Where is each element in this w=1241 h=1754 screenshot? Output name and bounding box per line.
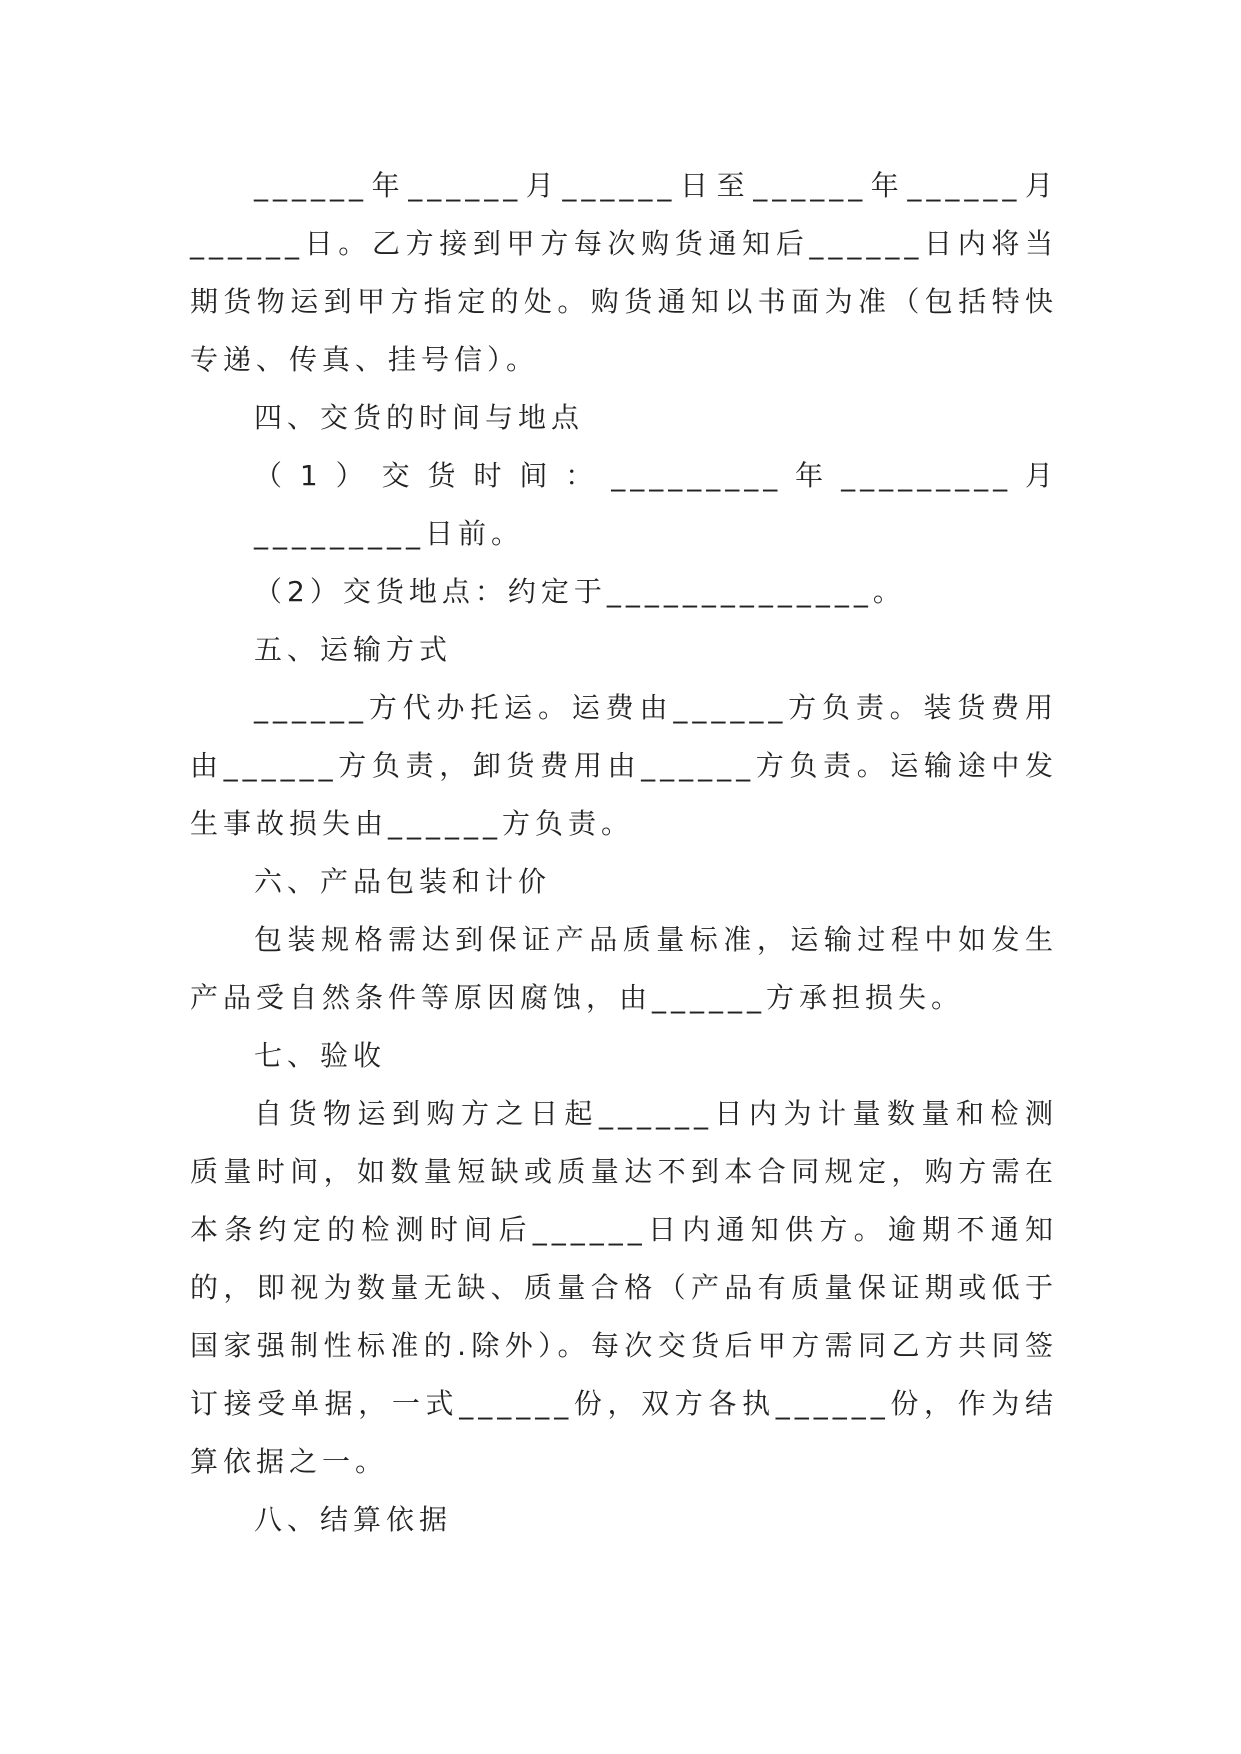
section-heading-transport: 五、运输方式 [254,633,453,666]
acceptance-paragraph: 自货物运到购方之日起______日内为计量数量和检测质量时间，如数量短缺或质量达不到本合同规定，购方需在本条约定的检测时间后______日内通知供方。逾期不通知的，即视为数量无缺、质量合格（产品有质量保证期或低于国家强制性标准的.除外）。每次交货后甲方需同乙方共同签订接受单据，一式______份，双方各执______份，作为结算依据之一。 [190,1097,1058,1478]
section-heading-acceptance: 七、验收 [254,1039,387,1072]
delivery-schedule-paragraph: ______年______月______日至______年______月______日。乙方接到甲方每次购货通知后______日内将当期货物运到甲方指定的处。购货通知以书面为准（包括特快专递、传真、挂号信）。 [190,169,1058,376]
section-heading-settlement: 八、结算依据 [254,1503,453,1536]
document-body [190,157,1058,1549]
delivery-place-item: （2）交货地点：约定于______________。 [254,575,906,608]
packaging-paragraph: 包装规格需达到保证产品质量标准，运输过程中如发生产品受自然条件等原因腐蚀，由______方承担损失。 [190,923,1058,1014]
section-heading-packaging: 六、产品包装和计价 [254,865,552,898]
delivery-time-item: （1）交货时间：_________年_________月_________日前。 [254,459,1058,550]
section-heading-delivery-time-place: 四、交货的时间与地点 [254,401,585,434]
transport-paragraph: ______方代办托运。运费由______方负责。装货费用由______方负责，卸货费用由______方负责。运输途中发生事故损失由______方负责。 [190,691,1058,840]
